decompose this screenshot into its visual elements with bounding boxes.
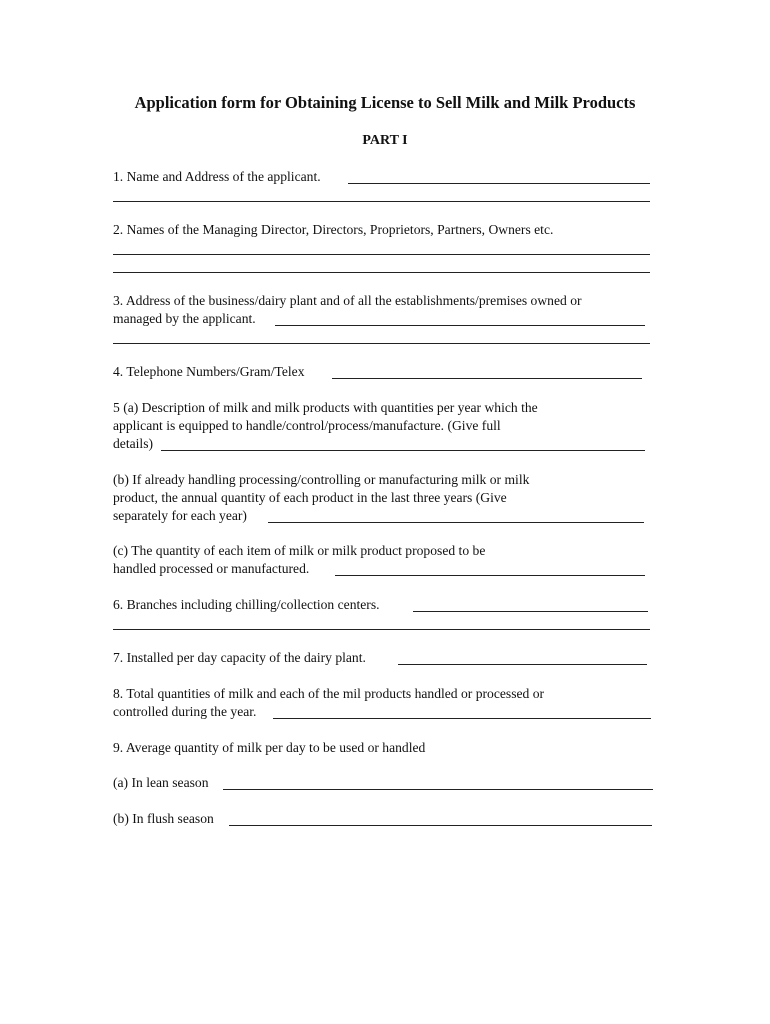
q5a-label-line-2: applicant is equipped to handle/control/process/manufacture. (Give full [113, 418, 501, 433]
q9-label: 9. Average quantity of milk per day to be used or handled [113, 740, 426, 755]
q6-answer-line-2[interactable] [113, 629, 650, 630]
q5a-label-line-1: 5 (a) Description of milk and milk products with quantities per year which the [113, 400, 538, 415]
q1-label: 1. Name and Address of the applicant. [113, 169, 321, 184]
part-heading: PART I [362, 133, 408, 148]
q6-answer-line-1[interactable] [413, 611, 648, 612]
q2-answer-line-1[interactable] [113, 254, 650, 255]
q5a-label-line-3: details) [113, 436, 154, 451]
q3-label-line-2: managed by the applicant. [113, 311, 256, 326]
q2-label: 2. Names of the Managing Director, Directors, Proprietors, Partners, Owners etc. [113, 222, 554, 237]
q1-answer-line-1[interactable] [348, 183, 650, 184]
q9a-answer-line[interactable] [223, 789, 653, 790]
q4-label: 4. Telephone Numbers/Gram/Telex [113, 364, 305, 379]
q5c-label-line-2: handled processed or manufactured. [113, 561, 310, 576]
q6-label: 6. Branches including chilling/collection centers. [113, 597, 380, 612]
q7-label: 7. Installed per day capacity of the dairy plant. [113, 650, 366, 665]
q3-answer-line-2[interactable] [113, 343, 650, 344]
q9a-label: (a) In lean season [113, 775, 209, 790]
q8-label-line-1: 8. Total quantities of milk and each of the mil products handled or processed or [113, 686, 545, 701]
q5a-answer-line[interactable] [161, 450, 645, 451]
q5c-label-line-1: (c) The quantity of each item of milk or milk product proposed to be [113, 543, 486, 558]
q5b-label-line-1: (b) If already handling processing/controlling or manufacturing milk or milk [113, 472, 530, 487]
q5c-answer-line[interactable] [335, 575, 645, 576]
q2-answer-line-2[interactable] [113, 272, 650, 273]
q3-label-line-1: 3. Address of the business/dairy plant and of all the establishments/premises owned or [113, 293, 582, 308]
q5b-answer-line[interactable] [268, 522, 644, 523]
q5b-label-line-2: product, the annual quantity of each product in the last three years (Give [113, 490, 507, 505]
q4-answer-line[interactable] [332, 378, 642, 379]
q1-answer-line-2[interactable] [113, 201, 650, 202]
q3-answer-line-1[interactable] [275, 325, 645, 326]
q8-answer-line[interactable] [273, 718, 651, 719]
q5b-label-line-3: separately for each year) [113, 508, 247, 523]
q8-label-line-2: controlled during the year. [113, 704, 257, 719]
q9b-label: (b) In flush season [113, 811, 214, 826]
q7-answer-line[interactable] [398, 664, 647, 665]
q9b-answer-line[interactable] [229, 825, 652, 826]
form-title: Application form for Obtaining License to Sell Milk and Milk Products [134, 93, 636, 112]
